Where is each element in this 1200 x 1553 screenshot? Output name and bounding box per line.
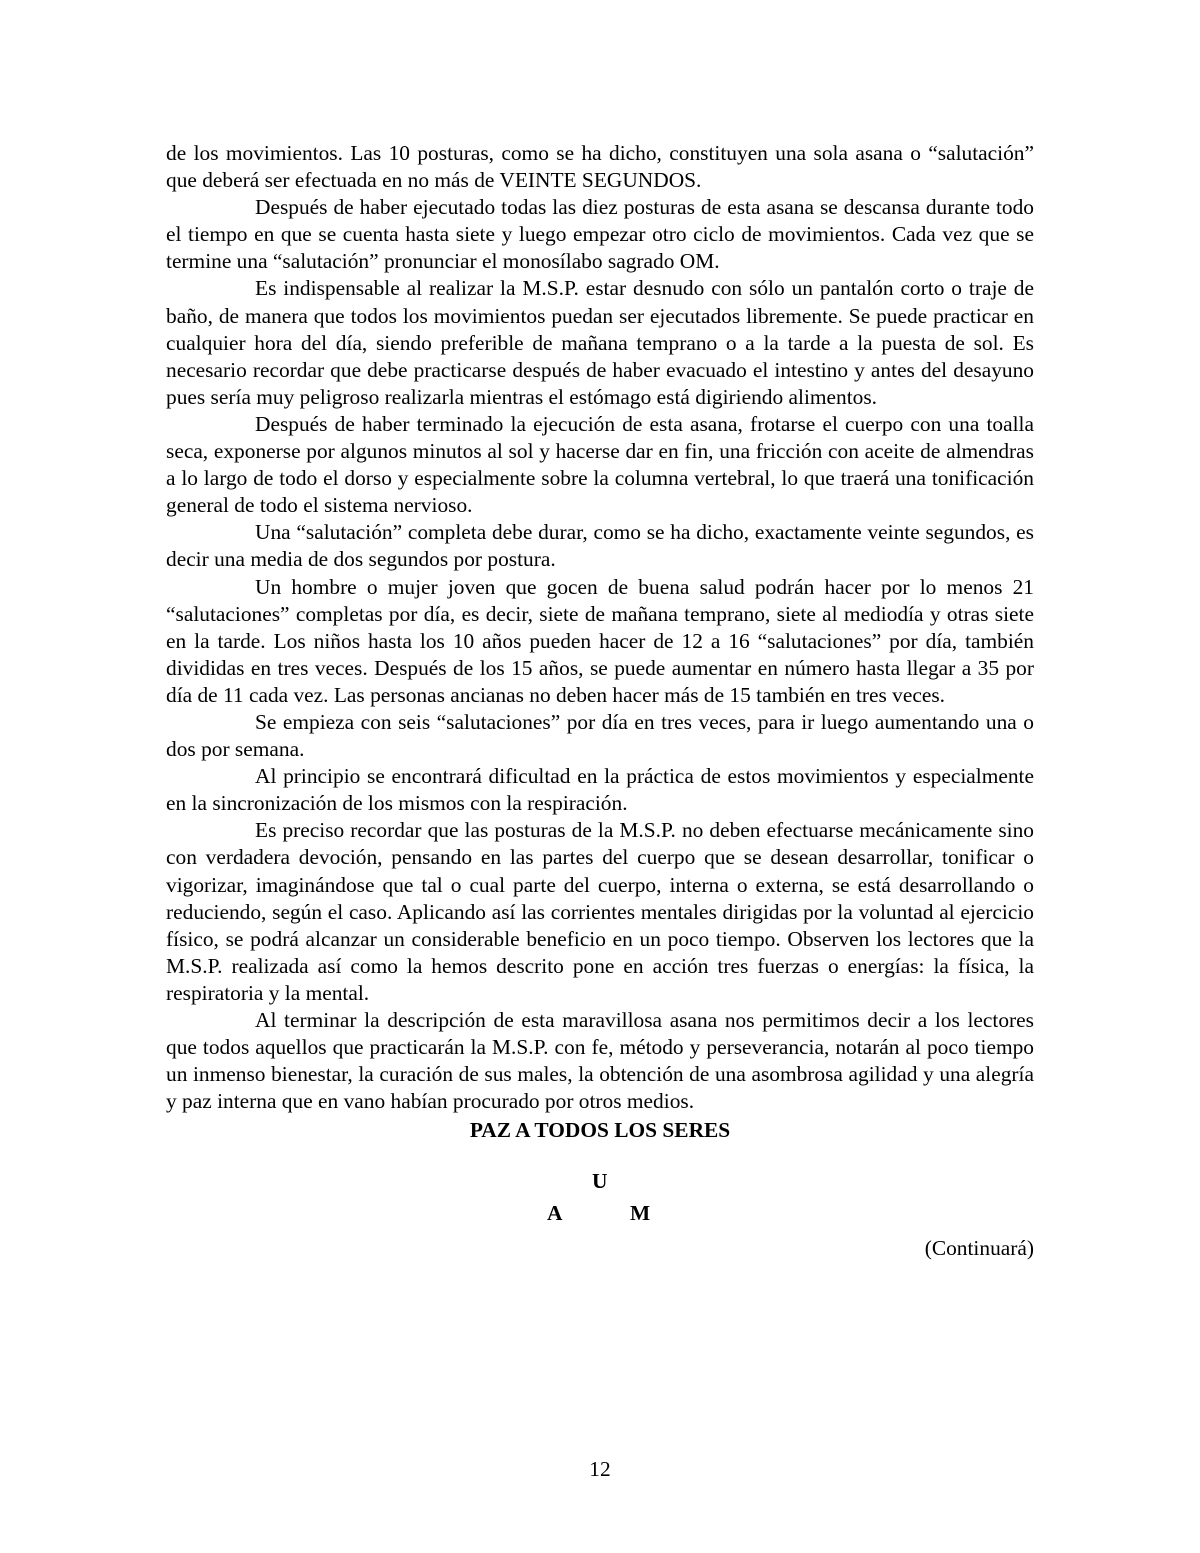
closing-heading: PAZ A TODOS LOS SERES [469,1118,731,1143]
paragraph-conclusion: Al terminar la descripción de esta maravillosa asana nos permitimos decir a los lectores que todos aquellos que practicarán la M.S.P. con fe, método y perseverancia, notarán al poco tiempo un inmenso bienestar, la curación de sus males, la obtención de una asombrosa agilidad y una alegría y paz interna que en vano habían procurado por otros medios. [166,1008,1034,1114]
aum-letter-m: M [630,1201,651,1226]
aum-letter-u: U [592,1169,608,1194]
aum-letter-a: A [547,1201,563,1226]
continuation-note: (Continuará) [924,1236,1034,1261]
page-body [166,140,1034,1262]
paragraph-duration: Una “salutación” completa debe durar, como se ha dicho, exactamente veinte segundos, es decir una media de dos segundos por postura. [166,520,1034,572]
paragraph-repetitions: Un hombre o mujer joven que gocen de buena salud podrán hacer por lo menos 21 “salutaciones” completas por día, es decir, siete de mañana temprano, siete al mediodía y otras siete en la tarde. Los niños hasta los 10 años pueden hacer de 12 a 16 “salutaciones” por día, también divididas en tres veces. Después de los 15 años, se puede aumentar en número hasta llegar a 35 por día de 11 cada vez. Las personas ancianas no deben hacer más de 15 también en tres veces. [166,574,1034,707]
paragraph-start: Se empieza con seis “salutaciones” por día en tres veces, para ir luego aumentando una o dos por semana. [166,709,1034,762]
paragraph-rest-cycle: Después de haber ejecutado todas las diez posturas de esta asana se descansa durante todo el tiempo en que se cuenta hasta siete y luego empezar otro ciclo de movimientos. Cada vez que se termine una “salutación” pronunciar el monosílabo sagrado OM. [166,195,1034,274]
paragraph-difficulty: Al principio se encontrará dificultad en la práctica de estos movimientos y especialmente en la sincronización de los mismos con la respiración. [166,764,1034,816]
page-number: 12 [589,1457,611,1481]
paragraph-devotion: Es preciso recordar que las posturas de la M.S.P. no deben efectuarse mecánicamente sino con verdadera devoción, pensando en las partes del cuerpo que se desean desarrollar, tonificar o vigorizar, imaginándose que tal o cual parte del cuerpo, interna o externa, se está desarrollando o reduciendo, según el caso. Aplicando así las corrientes mentales dirigidas por la voluntad al ejercicio físico, se podrá alcanzar un considerable beneficio en un poco tiempo. Observen los lectores que la M.S.P. realizada así como la hemos descrito pone en acción tres fuerzas o energías: la física, la respiratoria y la mental. [166,818,1034,1005]
paragraph-continuation: de los movimientos. Las 10 posturas, como se ha dicho, constituyen una sola asana o “salutación” que deberá ser efectuada en no más de VEINTE SEGUNDOS. [166,141,1034,193]
aum-symbol [166,1144,1034,1234]
paragraph-after-practice: Después de haber terminado la ejecución de esta asana, frotarse el cuerpo con una toalla seca, exponerse por algunos minutos al sol y hacerse dar en fin, una fricción con aceite de almendras a lo largo de todo el dorso y especialmente sobre la columna vertebral, lo que traerá una tonificación general de todo el sistema nervioso. [166,411,1034,518]
paragraph-practice-conditions: Es indispensable al realizar la M.S.P. estar desnudo con sólo un pantalón corto o traje de baño, de manera que todos los movimientos puedan ser ejecutados libremente. Se puede practicar en cualquier hora del día, siendo preferible de mañana temprano o a la tarde a la puesta de sol. Es necesario recordar que debe practicarse después de haber evacuado el intestino y antes del desayuno pues sería muy peligroso realizarla mientras el estómago está digiriendo alimentos. [166,276,1034,409]
